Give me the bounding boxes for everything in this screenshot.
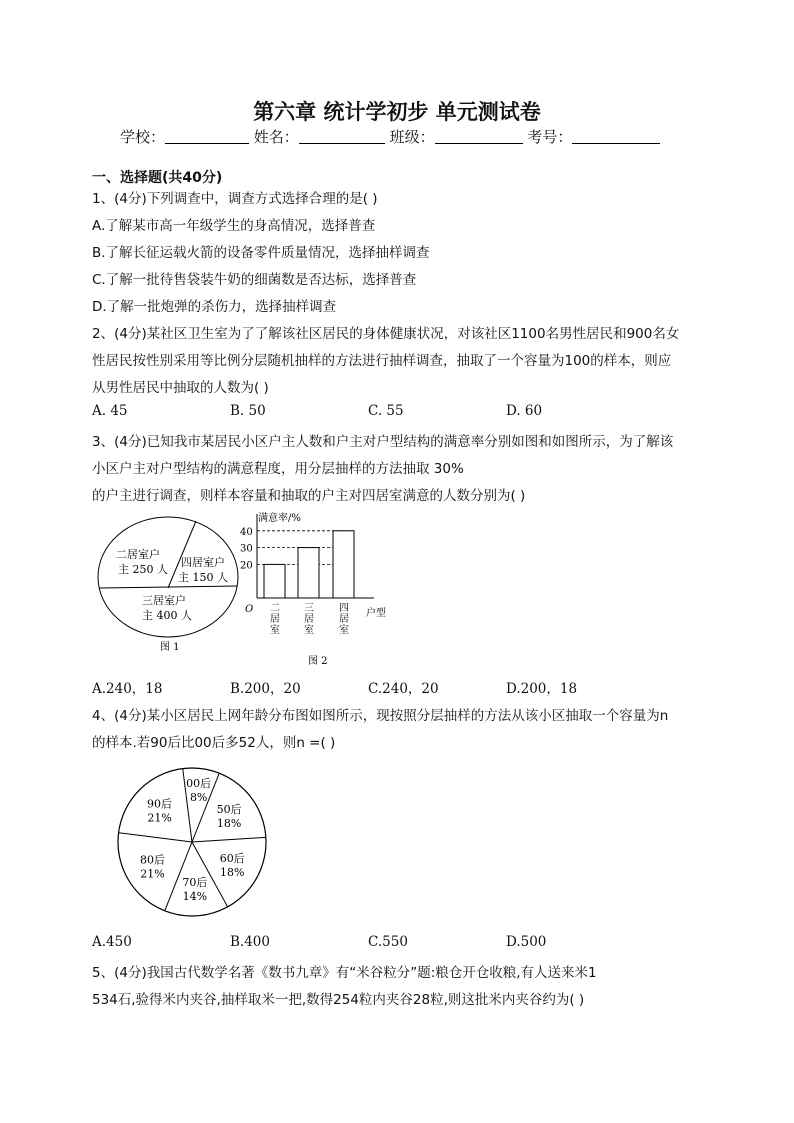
figure-1-pie (96, 516, 246, 656)
class-label: 班级： (389, 128, 435, 146)
q2-line-3: 从男性居民中抽取的人数为( ) (92, 380, 269, 396)
pie-slice-category: 60后 (219, 852, 245, 866)
pie-slice-category: 00后 (186, 777, 212, 791)
y-axis-label: 满意率/% (258, 513, 301, 524)
q4-line-1: 4、(4分)某小区居民上网年龄分布图如图所示，现按照分层抽样的方法从该小区抽取一个容量为n (92, 708, 669, 724)
x-tick-label: 四 (339, 603, 349, 614)
figure-2-bar-chart (232, 508, 422, 668)
q1-option-a: A.了解某市高一年级学生的身高情况，选择普查 (92, 218, 376, 234)
y-tick-label: 20 (240, 560, 253, 572)
x-tick-label: 室 (339, 625, 349, 636)
x-axis-label: 户型 (366, 608, 386, 619)
q3-line-2: 小区户主对户型结构的满意程度，用分层抽样的方法抽取 30% (92, 461, 464, 477)
pie-slice-value: 21% (140, 867, 165, 881)
bar (333, 531, 354, 598)
origin-label: O (245, 604, 254, 615)
q2-option-b: B. 50 (230, 403, 266, 419)
school-label: 学校： (120, 128, 166, 146)
y-tick-label: 40 (240, 526, 253, 538)
pie-slices (118, 768, 266, 916)
q3-option-d: D.200，18 (506, 681, 578, 697)
pie-label-2room-l1: 二居室户 (116, 548, 160, 561)
q2-option-a: A. 45 (92, 403, 128, 419)
name-blank[interactable] (299, 128, 385, 144)
x-tick-label: 居 (304, 614, 314, 625)
pie-slice-value: 14% (182, 889, 208, 903)
exam-no-blank[interactable] (572, 128, 660, 144)
pie-slice-category: 90后 (147, 797, 173, 811)
pie-slice-value: 18% (219, 866, 245, 880)
q3-option-c: C.240，20 (368, 681, 439, 697)
q2-option-c: C. 55 (368, 403, 404, 419)
q1-option-b: B.了解长征运载火箭的设备零件质量情况，选择抽样调查 (92, 245, 430, 261)
x-tick-label: 居 (270, 614, 280, 625)
pie-slice-value: 18% (216, 817, 242, 831)
x-tick-label: 室 (270, 625, 280, 636)
pie-slice-category: 50后 (216, 803, 242, 817)
q3-line-3: 的户主进行调查，则样本容量和抽取的户主对四居室满意的人数分别为( ) (92, 488, 526, 504)
x-tick-label: 室 (304, 625, 314, 636)
q1-stem: 1、(4分)下列调查中，调查方式选择合理的是( ) (92, 191, 378, 207)
q4-option-a: A.450 (92, 934, 132, 950)
class-blank[interactable] (435, 128, 523, 144)
page-title: 第六章 统计学初步 单元测试卷 (253, 99, 541, 124)
bar (298, 548, 319, 598)
x-tick-label: 三 (304, 603, 314, 614)
x-tick-label: 居 (339, 614, 349, 625)
pie-label-4room-l2: 主 150 人 (178, 571, 228, 584)
q5-line-2: 534石,验得米内夹谷,抽样取米一把,数得254粒内夹谷28粒,则这批米内夹谷约为( ) (92, 992, 585, 1008)
name-label: 姓名： (253, 128, 299, 146)
exam-no-label: 考号： (527, 128, 573, 146)
school-blank[interactable] (165, 128, 249, 144)
q3-option-b: B.200，20 (230, 681, 301, 697)
pie-label-4room-l1: 四居室户 (181, 556, 225, 569)
q1-option-d: D.了解一批炮弹的杀伤力，选择抽样调查 (92, 299, 337, 315)
pie-label-3room-l2: 主 400 人 (142, 609, 192, 622)
q2-option-d: D. 60 (506, 403, 543, 419)
q5-line-1: 5、(4分)我国古代数学名著《数书九章》有“米谷粒分”题:粮仓开仓收粮,有人送来米1 (92, 965, 597, 981)
q2-options (92, 403, 644, 419)
bar (264, 564, 285, 598)
q4-line-2: 的样本.若90后比00后多52人，则n =( ) (92, 735, 336, 751)
q3-line-1: 3、(4分)已知我市某居民小区户主人数和户主对户型结构的满意率分别如图和如图所示，为了解该 (92, 434, 674, 450)
figure-1-caption: 图 1 (160, 642, 180, 653)
section-heading: 一、选择题(共40分) (92, 170, 223, 186)
q3-option-a: A.240，18 (92, 681, 163, 697)
q4-option-d: D.500 (506, 934, 547, 950)
q2-line-1: 2、(4分)某社区卫生室为了了解该社区居民的身体健康状况，对该社区1100名男性居民和900名女 (92, 326, 680, 342)
q2-line-2: 性居民按性别采用等比例分层随机抽样的方法进行抽样调查，抽取了一个容量为100的样本，则应 (92, 353, 672, 369)
pie-label-2room-l2: 主 250 人 (118, 563, 168, 576)
pie-slice-category: 80后 (140, 853, 166, 867)
q4-options (92, 934, 644, 950)
figure-2-caption: 图 2 (308, 656, 328, 667)
pie-label-3room-l1: 三居室户 (142, 594, 186, 607)
pie-slice-value: 8% (189, 791, 208, 805)
q4-option-b: B.400 (230, 934, 270, 950)
q3-options (92, 677, 644, 697)
y-tick-label: 30 (240, 543, 253, 555)
student-info-row (120, 126, 680, 147)
q4-option-c: C.550 (368, 934, 408, 950)
pie-slice-value: 21% (147, 811, 172, 825)
pie-slice-category: 70后 (182, 875, 208, 889)
q1-option-c: C.了解一批待售袋装牛奶的细菌数是否达标，选择普查 (92, 272, 417, 288)
x-tick-label: 二 (270, 603, 280, 614)
age-distribution-pie (112, 762, 272, 922)
